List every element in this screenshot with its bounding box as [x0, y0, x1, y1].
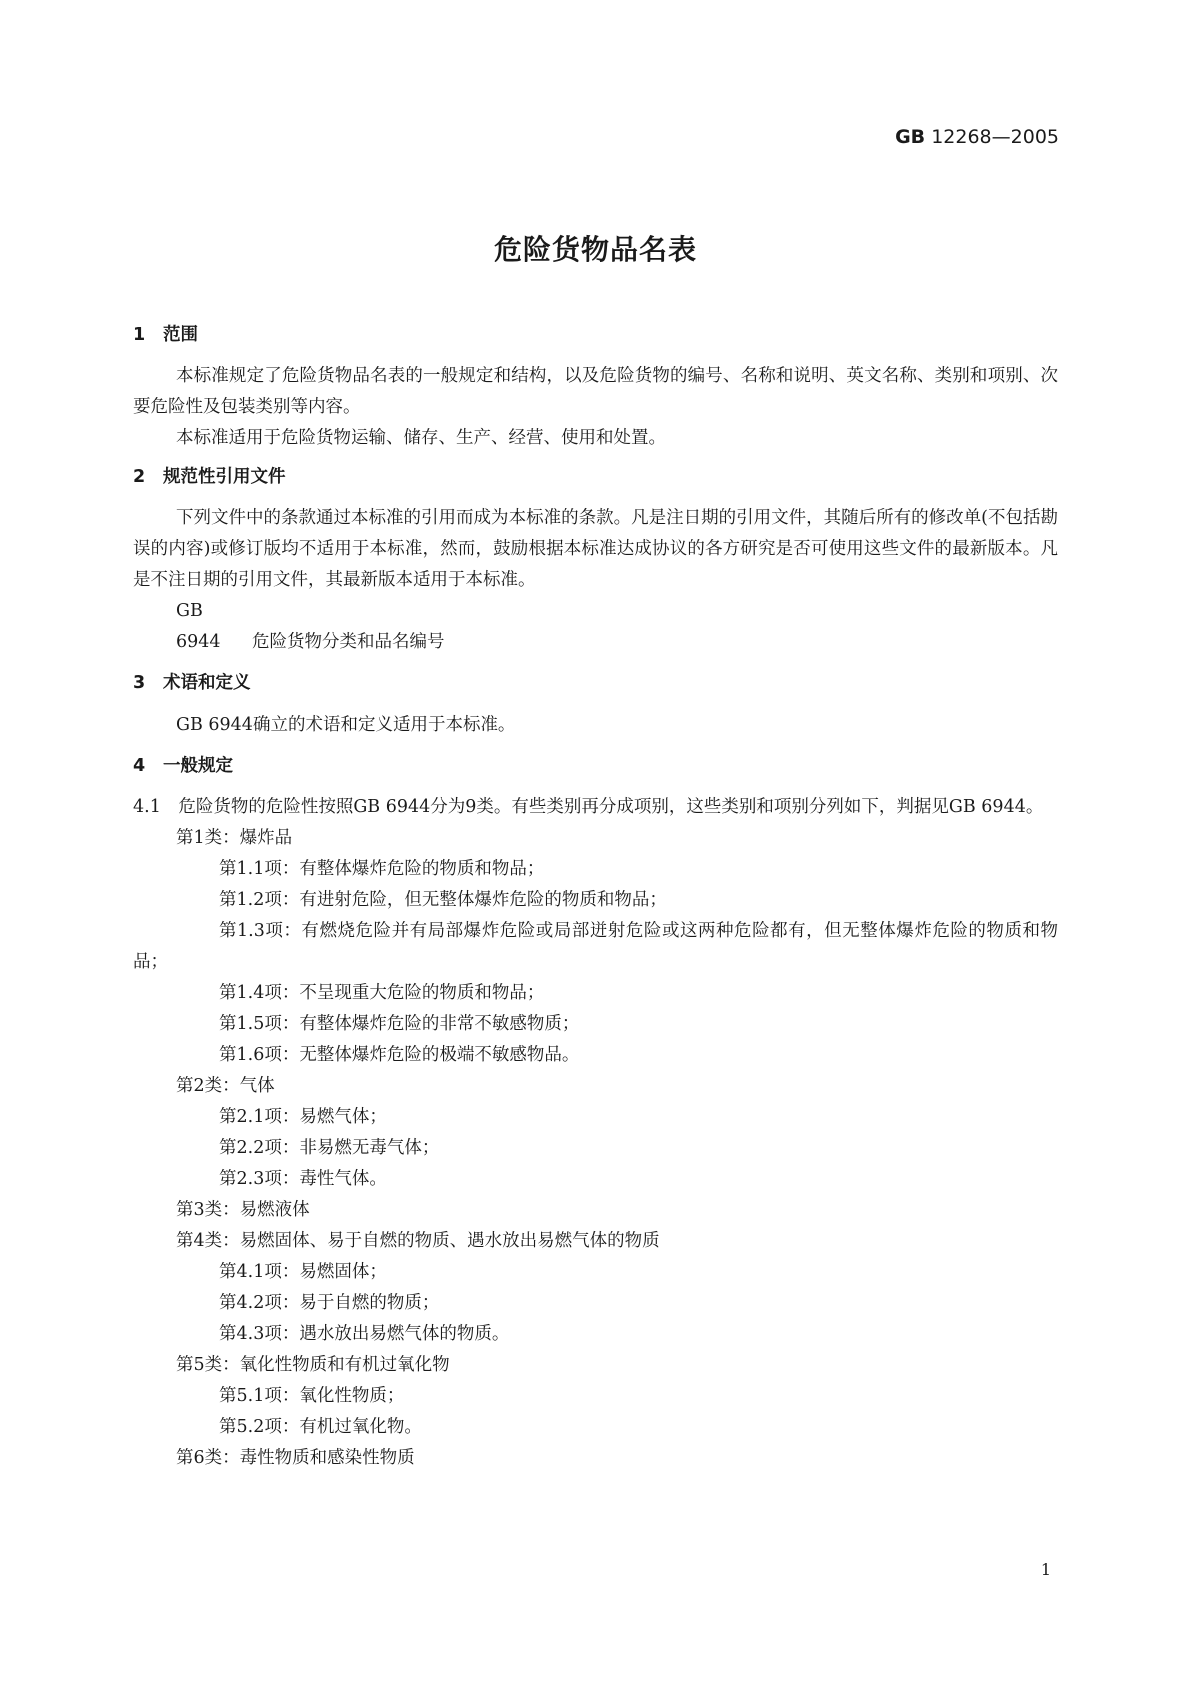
page-number: 1 [1040, 1560, 1051, 1579]
class-item: 第1类：爆炸品 [176, 828, 293, 848]
class-item: 第3类：易燃液体 [176, 1200, 310, 1220]
division-item: 第2.2项：非易燃无毒气体； [219, 1138, 440, 1158]
division-item: 第1.4项：不呈现重大危险的物质和物品； [219, 983, 545, 1003]
class-item: 第5类：氧化性物质和有机过氧化物 [176, 1355, 450, 1375]
standard-prefix: GB [895, 126, 926, 148]
section-2-heading [133, 464, 1058, 491]
reference-code: GB 6944 [176, 601, 221, 652]
class-item: 第2类：气体 [176, 1076, 275, 1096]
division-item: 第5.2项：有机过氧化物。 [219, 1417, 422, 1437]
paragraph: GB 6944确立的术语和定义适用于本标准。 [176, 715, 516, 735]
document-body [133, 322, 1058, 1474]
division-item: 第2.3项：毒性气体。 [219, 1169, 387, 1189]
paragraph: 本标准规定了危险货物品名表的一般规定和结构，以及危险货物的编号、名称和说明、英文名称、类别和项别、次要危险性及包装类别等内容。 [133, 366, 1058, 417]
division-item: 第4.1项：易燃固体； [219, 1262, 387, 1282]
section-title: 规范性引用文件 [163, 467, 286, 487]
paragraph: 下列文件中的条款通过本标准的引用而成为本标准的条款。凡是注日期的引用文件，其随后所有的修改单(不包括勘误的内容)或修订版均不适用于本标准，然而，鼓励根据本标准达成协议的各方研究是否可使用这些文件的最新版本。凡是不注日期的引用文件，其最新版本适用于本标准。 [133, 508, 1058, 590]
section-title: 一般规定 [163, 756, 233, 776]
division-item: 第2.1项：易燃气体； [219, 1107, 387, 1127]
paragraph: 本标准适用于危险货物运输、储存、生产、经营、使用和处置。 [176, 428, 666, 448]
reference-title: 危险货物分类和品名编号 [252, 632, 445, 652]
section-number: 2 [133, 467, 146, 487]
division-item: 第5.1项：氧化性物质； [219, 1386, 405, 1406]
section-number: 3 [133, 673, 146, 693]
section-number: 4 [133, 756, 146, 776]
section-title: 术语和定义 [163, 673, 251, 693]
division-item: 第4.3项：遇水放出易燃气体的物质。 [219, 1324, 510, 1344]
standard-number: 12268—2005 [931, 126, 1059, 148]
section-title: 范围 [163, 325, 198, 345]
clause-4-1: 4.1 危险货物的危险性按照GB 6944分为9类。有些类别再分成项别，这些类别和项别分列如下，判据见GB 6944。 [133, 797, 1044, 817]
section-number: 1 [133, 325, 146, 345]
class-item: 第4类：易燃固体、易于自燃的物质、遇水放出易燃气体的物质 [176, 1231, 660, 1251]
section-4-heading [133, 753, 1058, 780]
division-item: 第4.2项：易于自燃的物质； [219, 1293, 440, 1313]
class-item: 第6类：毒性物质和感染性物质 [176, 1448, 415, 1468]
standard-code [895, 126, 1059, 148]
section-3-heading [133, 670, 1058, 697]
division-item: 第1.3项：有燃烧危险并有局部爆炸危险或局部迸射危险或这两种危险都有，但无整体爆炸危险的物质和物品； [133, 921, 1058, 972]
normative-reference [133, 596, 1058, 658]
division-item: 第1.1项：有整体爆炸危险的物质和物品； [219, 859, 545, 879]
division-item: 第1.2项：有进射危险，但无整体爆炸危险的物质和物品； [219, 890, 667, 910]
section-1-heading [133, 322, 1058, 349]
document-title: 危险货物品名表 [493, 233, 697, 266]
division-item: 第1.5项：有整体爆炸危险的非常不敏感物质； [219, 1014, 580, 1034]
division-item: 第1.6项：无整体爆炸危险的极端不敏感物品。 [219, 1045, 580, 1065]
